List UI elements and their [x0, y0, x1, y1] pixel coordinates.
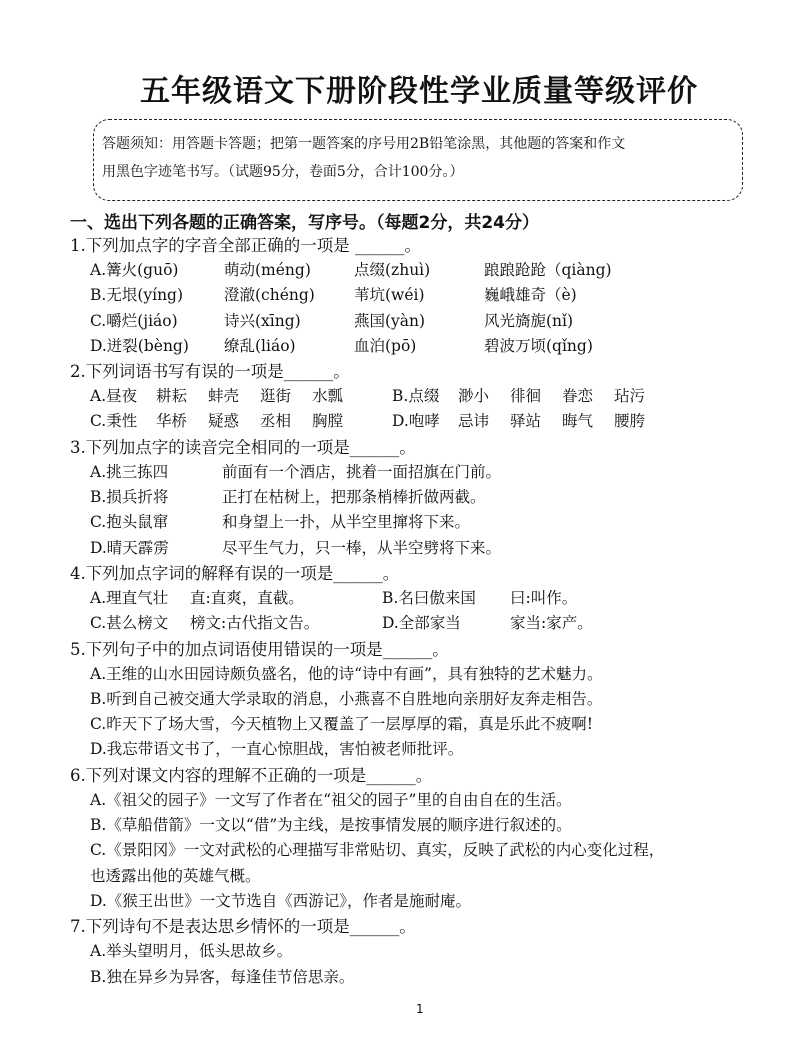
option-line: C.《景阳冈》一文对武松的心理描写非常贴切、真实，反映了武松的内心变化过程，	[90, 841, 665, 860]
option-cell: B.无垠(yíng)	[90, 286, 184, 305]
option-cell: 前面有一个酒店，挑着一面招旗在门前。	[222, 462, 502, 481]
word-cell: 忌讳	[458, 412, 490, 431]
option-cell: 巍峨雄奇（è)	[484, 286, 577, 305]
option-line-continuation: 也透露出他的英雄气概。	[90, 866, 261, 885]
option-row	[70, 510, 780, 535]
option-cell: 缭乱(liáo)	[224, 336, 296, 355]
word-cell: 疑惑	[208, 412, 240, 431]
option-cell: 榜文:古代指文告。	[190, 614, 320, 633]
word-cell: B.点缀	[392, 387, 440, 406]
option-row	[70, 586, 780, 611]
question-list	[70, 233, 780, 990]
option-cell: C.甚么榜文	[90, 614, 169, 633]
option-line: D.《猴王出世》一文节选自《西游记》，作者是施耐庵。	[90, 891, 472, 910]
option-row	[70, 611, 780, 636]
question-5	[70, 637, 780, 763]
word-cell: 渺小	[458, 387, 490, 406]
option-row	[70, 283, 780, 308]
word-cell: 徘徊	[510, 387, 542, 406]
instructions-line-2: 用黑色字迹笔书写。（试题95分，卷面5分，合计100分。）	[102, 164, 464, 180]
word-cell: C.秉性	[90, 412, 138, 431]
option-line: B.听到自己被交通大学录取的消息，小燕喜不自胜地向亲朋好友奔走相告。	[90, 689, 603, 708]
question-stem: 6.下列对课文内容的理解不正确的一项是______。	[70, 765, 433, 785]
option-line: A.举头望明月，低头思故乡。	[90, 942, 293, 961]
option-cell: 碧波万顷(qǐng)	[484, 336, 593, 355]
word-cell: D.咆哮	[392, 412, 440, 431]
option-line: A.王维的山水田园诗颇负盛名，他的诗“诗中有画”，具有独特的艺术魅力。	[90, 664, 603, 683]
option-row	[70, 536, 780, 561]
option-line: B.《草船借箭》一文以“借”为主线，是按事情发展的顺序进行叙述的。	[90, 816, 572, 835]
option-cell: 风光旖旎(nǐ)	[484, 311, 574, 330]
option-cell: C.抱头鼠窜	[90, 513, 169, 532]
option-cell: 燕国(yàn)	[354, 311, 426, 330]
option-row	[70, 460, 780, 485]
word-cell: 丞相	[260, 412, 292, 431]
question-stem: 7.下列诗句不是表达思乡情怀的一项是______。	[70, 917, 416, 937]
question-stem: 3.下列加点字的读音完全相同的一项是______。	[70, 437, 416, 457]
option-cell: C.嚼烂(jiáo)	[90, 311, 178, 330]
section-1-heading: 一、选出下列各题的正确答案，写序号。（每题2分，共24分）	[70, 213, 539, 233]
question-7	[70, 914, 780, 990]
option-cell: D.迸裂(bèng)	[90, 336, 189, 355]
question-1	[70, 233, 780, 359]
option-row	[70, 384, 780, 409]
page-number: 1	[416, 1002, 424, 1016]
question-stem: 5.下列句子中的加点词语使用错误的一项是______。	[70, 639, 449, 659]
option-cell: 点缀(zhuì)	[354, 261, 431, 279]
option-line: A.《祖父的园子》一文写了作者在“祖父的园子”里的自由自在的生活。	[90, 790, 572, 809]
question-6	[70, 763, 780, 914]
question-stem: 4.下列加点字词的解释有误的一项是______。	[70, 563, 400, 583]
instructions-box	[93, 119, 743, 201]
option-row	[70, 309, 780, 334]
option-cell: 萌动(méng)	[224, 261, 311, 279]
page-title: 五年级语文下册阶段性学业质量等级评价	[140, 74, 698, 109]
option-cell: A.篝火(guō)	[90, 261, 179, 279]
word-cell: 蚌壳	[208, 387, 240, 406]
word-cell: 胸膛	[312, 412, 344, 431]
word-cell: 眷恋	[562, 387, 594, 406]
question-4	[70, 561, 780, 637]
option-cell: B.损兵折将	[90, 488, 169, 507]
option-cell: 曰:叫作。	[510, 588, 578, 607]
question-3	[70, 435, 780, 561]
option-line: B.独在异乡为异客，每逢佳节倍思亲。	[90, 967, 355, 986]
option-row	[70, 485, 780, 510]
question-stem: 1.下列加点字的字音全部正确的一项是 ______。	[70, 236, 421, 255]
word-cell: 水瓢	[312, 387, 344, 406]
word-cell: 耕耘	[156, 387, 188, 406]
word-cell: A.昼夜	[90, 387, 138, 406]
option-cell: 正打在枯树上，把那条梢棒折做两截。	[222, 488, 486, 507]
option-cell: D.全部家当	[382, 614, 461, 633]
option-line: D.我忘带语文书了，一直心惊胆战，害怕被老师批评。	[90, 740, 464, 759]
option-row	[70, 409, 780, 434]
word-cell: 腰胯	[614, 412, 646, 431]
option-row	[70, 334, 780, 359]
option-cell: 苇坑(wéi)	[354, 286, 425, 305]
option-cell: 诗兴(xīng)	[224, 311, 301, 330]
option-cell: A.理直气壮	[90, 588, 169, 607]
word-cell: 玷污	[614, 387, 646, 406]
question-2	[70, 359, 780, 435]
word-cell: 逛街	[260, 387, 292, 406]
option-cell: 血泊(pō)	[354, 336, 417, 355]
option-cell: 和身望上一扑，从半空里撺将下来。	[222, 513, 471, 532]
option-cell: 踉踉跄跄（qiàng)	[484, 261, 612, 279]
question-stem: 2.下列词语书写有误的一项是______。	[70, 362, 350, 382]
word-cell: 晦气	[562, 412, 594, 431]
option-cell: 直:直爽，直截。	[190, 588, 304, 607]
option-cell: 尽平生气力，只一棒，从半空劈将下来。	[222, 538, 502, 557]
option-cell: 家当:家产。	[510, 614, 593, 633]
option-cell: D.晴天霹雳	[90, 538, 169, 557]
option-cell: A.挑三拣四	[90, 462, 169, 481]
word-cell: 华桥	[156, 412, 188, 431]
option-line: C.昨天下了场大雪，今天植物上又覆盖了一层厚厚的霜，真是乐此不疲啊!	[90, 715, 593, 734]
option-cell: 澄澈(chéng)	[224, 286, 315, 305]
option-cell: B.名曰傲来国	[382, 588, 476, 607]
option-row	[70, 258, 780, 283]
instructions-line-1: 答题须知：用答题卡答题；把第一题答案的序号用2B铅笔涂黑，其他题的答案和作文	[102, 136, 626, 152]
word-cell: 驿站	[510, 412, 542, 431]
